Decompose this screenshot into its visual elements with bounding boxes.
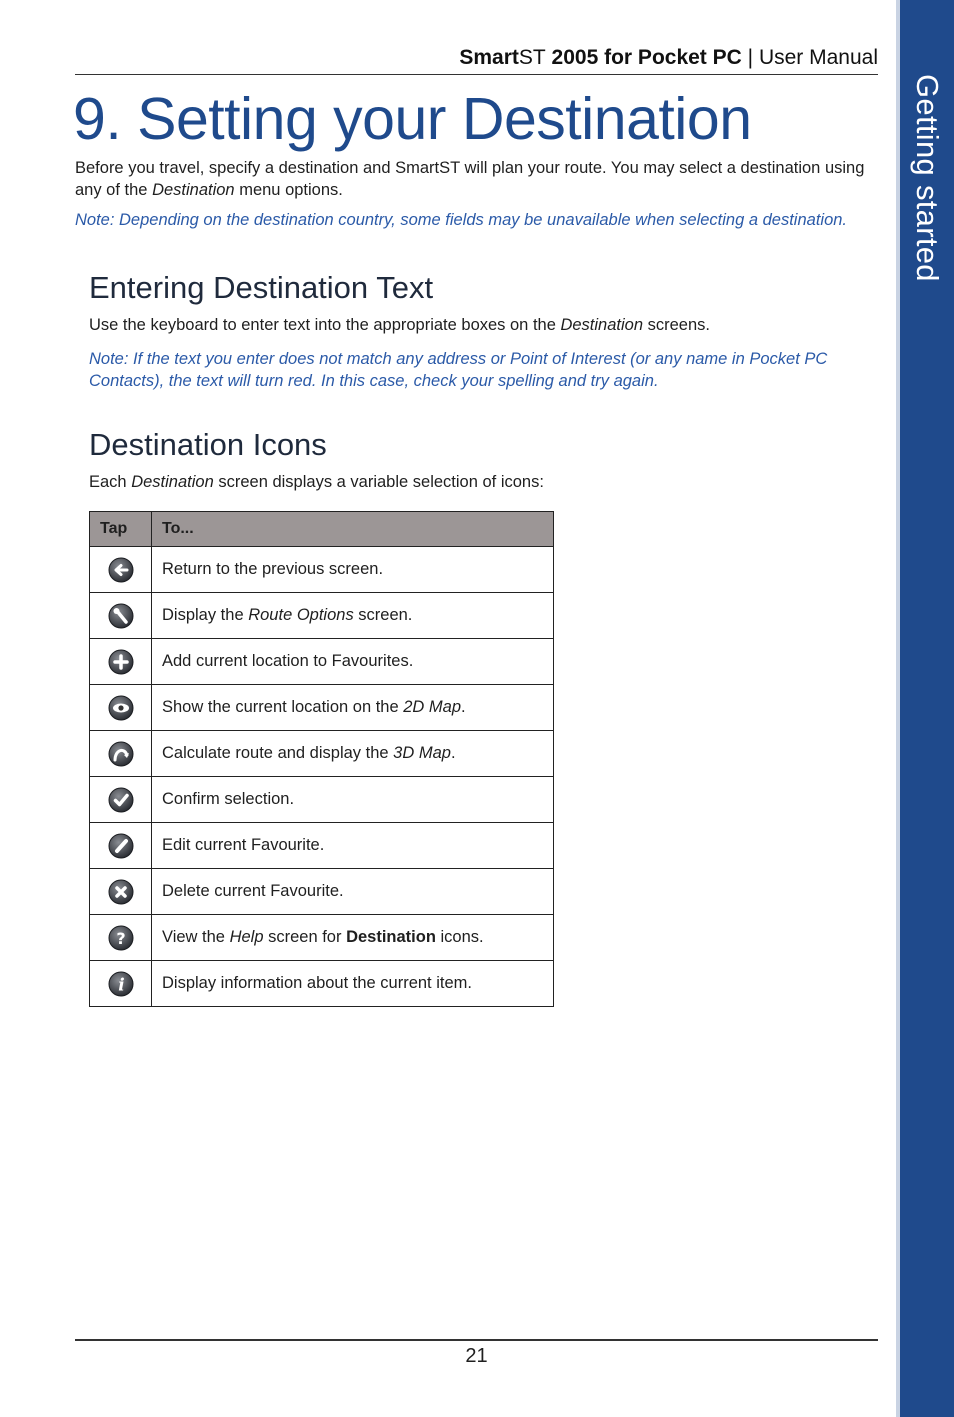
description-cell — [152, 915, 554, 961]
section2-italic: Destination — [131, 473, 214, 491]
section1-italic: Destination — [560, 316, 644, 334]
brand-bold: Smart — [459, 46, 519, 69]
plus-icon — [108, 649, 134, 675]
icons-table — [89, 511, 554, 1007]
sidebar-section-label: Getting started — [910, 74, 945, 282]
description-cell — [152, 547, 554, 593]
section1-text: Use the keyboard to enter text into the appropriate boxes on the — [89, 316, 561, 334]
intro-text: Before you travel, specify a destination and SmartST will plan your route. You may select a destination using any of the — [75, 159, 865, 199]
description-cell — [152, 777, 554, 823]
description-text: Add current location to Favourites. — [162, 652, 414, 670]
icon-cell — [90, 639, 152, 685]
table-row — [90, 731, 554, 777]
description-text: Destination — [346, 928, 436, 946]
description-text: Return to the previous screen. — [162, 560, 384, 578]
table-row — [90, 869, 554, 915]
description-cell — [152, 961, 554, 1007]
table-row — [90, 593, 554, 639]
note-destination-country: Note: Depending on the destination country, some fields may be unavailable when selecting a destination. — [75, 211, 848, 229]
table-row — [90, 961, 554, 1007]
table-row — [90, 685, 554, 731]
icon-cell — [90, 869, 152, 915]
section2-text-end: screen displays a variable selection of icons: — [213, 473, 544, 491]
description-text: Help — [229, 928, 264, 946]
section1-text-end: screens. — [643, 316, 710, 334]
description-text: icons. — [435, 928, 484, 946]
intro-paragraph — [75, 157, 875, 201]
section2-text: Each — [89, 473, 132, 491]
icon-cell — [90, 823, 152, 869]
section-heading-entering-text: Entering Destination Text — [89, 270, 434, 305]
description-text: 3D Map — [393, 744, 451, 762]
description-text: Route Options — [248, 606, 354, 624]
footer-rule — [75, 1339, 878, 1341]
note-text-red: Note: If the text you enter does not match any address or Point of Interest (or any name in Pocket PC Contacts), the text will turn red. In this case, check your spelling and try again. — [89, 350, 828, 390]
table-row — [90, 547, 554, 593]
intro-italic: Destination — [152, 181, 235, 199]
icon-cell — [90, 731, 152, 777]
description-cell — [152, 685, 554, 731]
table-row — [90, 915, 554, 961]
section-heading-destination-icons: Destination Icons — [89, 427, 327, 462]
table-row — [90, 639, 554, 685]
running-header — [75, 44, 878, 72]
description-text: screen for — [263, 928, 347, 946]
description-text: Show the current location on the — [162, 698, 404, 716]
description-cell — [152, 593, 554, 639]
route-icon — [108, 741, 134, 767]
icon-cell — [90, 593, 152, 639]
description-text: Display information about the current item. — [162, 974, 472, 992]
icon-cell — [90, 685, 152, 731]
icon-cell — [90, 961, 152, 1007]
brand-light: ST — [518, 46, 546, 69]
header-tap: Tap — [90, 512, 152, 547]
description-text: 2D Map — [403, 698, 462, 716]
intro-text-end: menu options. — [234, 181, 343, 199]
icon-cell — [90, 547, 152, 593]
info-icon — [108, 971, 134, 997]
description-text: . — [461, 698, 466, 716]
pencil-icon — [108, 833, 134, 859]
svg-text:i: i — [117, 975, 125, 995]
icon-cell — [90, 777, 152, 823]
icon-cell — [90, 915, 152, 961]
section2-paragraph — [89, 471, 879, 493]
doc-type: User Manual — [758, 46, 878, 69]
page-title: 9. Setting your Destination — [73, 86, 752, 152]
table-row — [90, 777, 554, 823]
wrench-icon — [108, 603, 134, 629]
back-arrow-icon — [108, 557, 134, 583]
page-number: 21 — [465, 1345, 488, 1367]
eye-icon — [108, 695, 134, 721]
description-text: Edit current Favourite. — [162, 836, 325, 854]
header-to: To... — [152, 512, 554, 547]
description-cell — [152, 869, 554, 915]
description-text: Confirm selection. — [162, 790, 295, 808]
description-text: screen. — [353, 606, 413, 624]
product-name: 2005 for Pocket PC — [545, 46, 742, 69]
description-cell — [152, 823, 554, 869]
table-header-row — [90, 512, 554, 547]
header-separator: | — [741, 46, 759, 69]
check-icon — [108, 787, 134, 813]
section1-paragraph — [89, 314, 879, 336]
header-rule — [75, 74, 878, 75]
svg-text:?: ? — [115, 928, 126, 948]
delete-x-icon — [108, 879, 134, 905]
description-cell — [152, 639, 554, 685]
description-text: Calculate route and display the — [162, 744, 394, 762]
description-text: Delete current Favourite. — [162, 882, 344, 900]
table-row — [90, 823, 554, 869]
description-text: View the — [162, 928, 230, 946]
description-text: Display the — [162, 606, 249, 624]
description-text: . — [450, 744, 456, 762]
help-icon — [108, 925, 134, 951]
description-cell — [152, 731, 554, 777]
